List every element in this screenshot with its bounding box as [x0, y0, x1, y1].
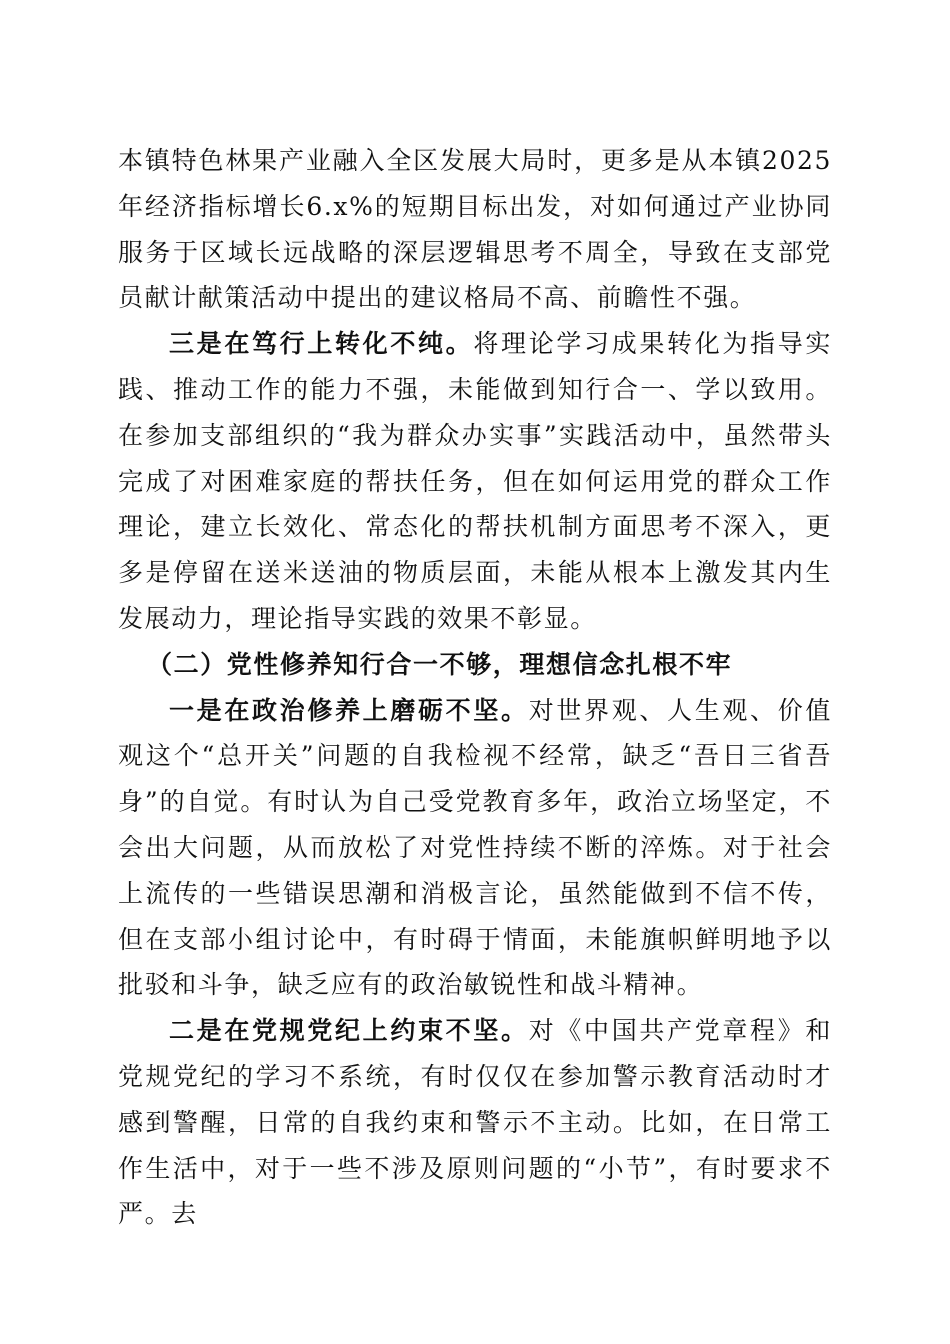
paragraph-political-cultivation: [118, 688, 832, 1009]
paragraph-text: 本镇特色林果产业融入全区发展大局时，更多是从本镇2025年经济指标增长6.x%的短期目标出发，对如何通过产业协同服务于区域长远战略的深层逻辑思考不周全，导致在支部党员献计献策活动中提出的建议格局不高、前瞻性不强。: [118, 146, 832, 313]
paragraph-text: 对世界观、人生观、价值观这个“总开关”问题的自我检视不经常，缺乏“吾日三省吾身”的自觉。有时认为自己受党教育多年，政治立场坚定，不会出大问题，从而放松了对党性持续不断的淬炼。对于社会上流传的一些错误思潮和消极言论，虽然能做到不信不传，但在支部小组讨论中，有时碍于情面，未能旗帜鲜明地予以批驳和斗争，缺乏应有的政治敏锐性和战斗精神。: [118, 695, 832, 1000]
section-heading: （二）党性修养知行合一不够，理想信念扎根不牢: [147, 649, 733, 679]
paragraph-text: 将理论学习成果转化为指导实践、推动工作的能力不强，未能做到知行合一、学以致用。在参加支部组织的“我为群众办实事”实践活动中，虽然带头完成了对困难家庭的帮扶任务，但在如何运用党的群众工作理论，建立长效化、常态化的帮扶机制方面思考不深入，更多是停留在送米送油的物质层面，未能从根本上激发其内生发展动力，理论指导实践的效果不彰显。: [118, 329, 832, 633]
document-body: [118, 138, 832, 1237]
paragraph-continued: [118, 138, 832, 321]
paragraph-lead: 三是在笃行上转化不纯。: [169, 329, 474, 359]
paragraph-party-discipline: [118, 1008, 832, 1237]
paragraph-text: 对《中国共产党章程》和党规党纪的学习不系统，有时仅仅在参加警示教育活动时才感到警醒，日常的自我约束和警示不主动。比如，在日常工作生活中，对于一些不涉及原则问题的“小节”，有时要求不严。去: [118, 1016, 832, 1229]
paragraph-lead: 一是在政治修养上磨砺不坚。: [169, 695, 529, 725]
paragraph-practice: [118, 321, 832, 642]
paragraph-lead: 二是在党规党纪上约束不坚。: [169, 1016, 529, 1046]
